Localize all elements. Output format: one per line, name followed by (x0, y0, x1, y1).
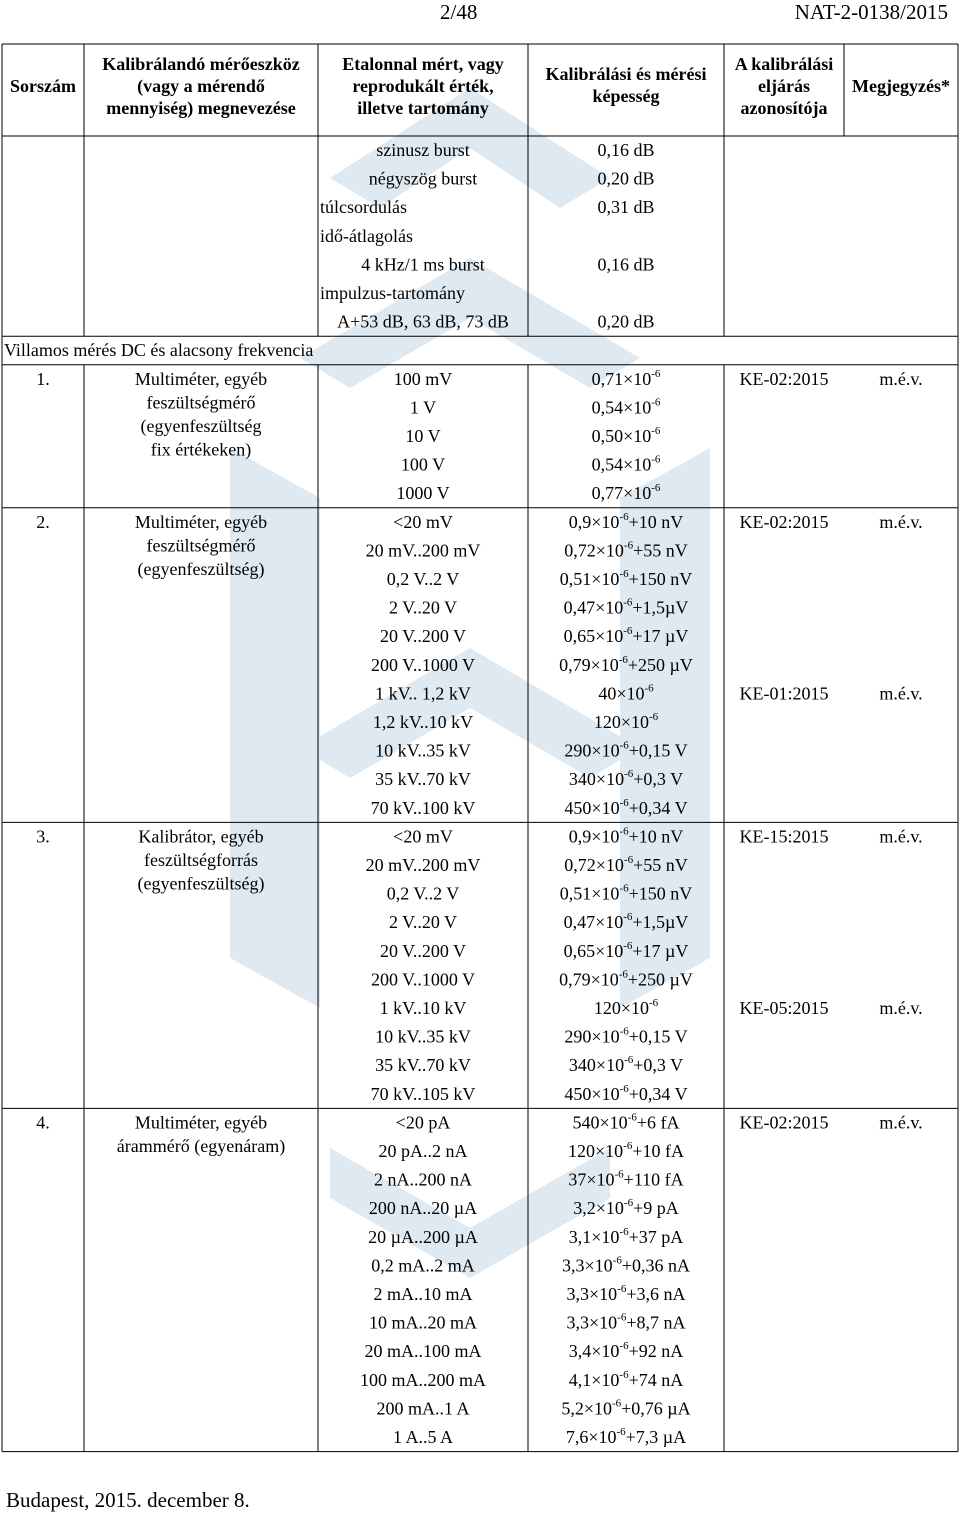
range-text: 20 µA..200 µA (368, 1226, 478, 1247)
range-text: 0,2 V..2 V (386, 569, 460, 589)
document-id: NAT-2-0138/2015 (794, 0, 948, 24)
range-text: <20 mV (393, 511, 453, 532)
instrument-name: feszültségforrás (144, 849, 258, 870)
capability-text: $0,47\times 10^{-6}+1,5\mu V$ (563, 596, 689, 618)
range-text: 1000 V (396, 483, 450, 504)
range-text: 100 mV (393, 368, 453, 389)
range-text: 35 kV..70 kV (375, 769, 471, 790)
capability-text: 0,20 dB (597, 168, 655, 189)
section-title: Villamos mérés DC és alacsony frekvencia (4, 340, 314, 361)
column-header: Megjegyzés* (852, 76, 950, 96)
row-number: 2. (36, 511, 50, 532)
capability-text: 0,16 dB (597, 140, 655, 160)
range-text: 2 mA..10 mA (373, 1284, 473, 1304)
range-text: 20 pA..2 nA (378, 1141, 468, 1161)
range-text: 2 V..20 V (388, 912, 458, 933)
range-text: 70 kV..100 kV (370, 797, 476, 818)
range-text: 100 V (400, 454, 446, 475)
procedure-id: KE-02:2015 (739, 368, 829, 389)
table-header (10, 54, 950, 119)
column-header: (vagy a mérendő (137, 76, 265, 96)
capability-text: $3,3\times 10^{-6}+0,36$ nA (562, 1254, 690, 1276)
range-text: 0,2 V..2 V (386, 883, 460, 904)
instrument-name: (egyenfeszültség) (137, 873, 265, 894)
procedure-id: KE-05:2015 (739, 998, 829, 1018)
footer-place-date: Budapest, 2015. december 8. (6, 1488, 250, 1512)
row-number: 1. (36, 368, 50, 389)
column-header: Etalonnal mért, vagy (342, 54, 504, 74)
capability-text: $3,3\times 10^{-6}+3,6$ nA (566, 1283, 686, 1304)
capability-text: $0,9\times 10^{-6}+10$ nV (568, 510, 684, 532)
capability-text: $3,2\times 10^{-6}+9$ pA (573, 1197, 679, 1219)
note-text: m.é.v. (879, 1112, 923, 1133)
capability-text: $0,47\times 10^{-6}+1,5\mu V$ (563, 911, 689, 933)
capability-text: $0,65\times 10^{-6}+17$ µV (563, 939, 689, 961)
range-text: 20 V..200 V (379, 940, 467, 961)
note-text: m.é.v. (879, 826, 923, 847)
note-text: m.é.v. (879, 511, 923, 532)
capability-text: $450\times 10^{-6}+0,34$ V (564, 796, 688, 818)
range-text: 20 mA..100 mA (364, 1341, 482, 1362)
column-header: Kalibrálandó mérőeszköz (102, 54, 300, 74)
row-number: 3. (36, 826, 50, 847)
capability-text: $0,77\times 10^{-6}$ (591, 482, 661, 504)
range-text: 2 nA..200 nA (374, 1169, 472, 1190)
capability-text: $340\times 10^{-6}+0,3$ V (568, 768, 684, 790)
capability-text: $0,51\times 10^{-6}+150$ nV (559, 568, 693, 589)
capability-text: $0,65\times 10^{-6}+17$ µV (563, 625, 689, 647)
instrument-name: árammérő (egyenáram) (116, 1135, 286, 1156)
procedure-id: KE-02:2015 (739, 511, 829, 532)
capability-text: $3,3\times 10^{-6}+8,7$ nA (566, 1311, 686, 1333)
range-text: 200 V..1000 V (370, 654, 476, 675)
instrument-name: feszültségmérő (146, 535, 256, 556)
capability-text: $4,1\times 10^{-6}+74$ nA (568, 1368, 684, 1390)
column-header: képesség (592, 86, 660, 106)
range-text: négyszög burst (368, 168, 478, 189)
instrument-name: Kalibrátor, egyéb (138, 826, 264, 847)
range-text: 100 mA..200 mA (360, 1369, 486, 1390)
capability-text: $5,2\times 10^{-6}+0,76$ µA (561, 1397, 691, 1419)
column-header: Kalibrálási és mérési (545, 64, 707, 84)
capability-text: $540\times 10^{-6}+6$ fA (572, 1111, 680, 1133)
procedure-id: KE-01:2015 (739, 683, 829, 704)
capability-text: $0,50\times 10^{-6}$ (591, 425, 661, 446)
range-text: 1 kV.. 1,2 kV (375, 683, 471, 704)
capability-text: $120\times 10^{-6}+10$ fA (568, 1140, 684, 1161)
calibration-table (0, 28, 960, 1488)
capability-text: $120\times 10^{-6}$ (593, 711, 659, 732)
range-text: <20 mV (393, 826, 453, 847)
range-text: <20 pA (395, 1112, 451, 1133)
capability-text: $0,72\times 10^{-6}+55$ nV (564, 854, 688, 875)
note-text: m.é.v. (879, 683, 923, 704)
instrument-name: Multiméter, egyéb (134, 368, 268, 389)
capability-text: $340\times 10^{-6}+0,3$ V (568, 1054, 684, 1076)
range-text: 10 mA..20 mA (369, 1312, 477, 1333)
capability-text: $450\times 10^{-6}+0,34$ V (564, 1082, 688, 1104)
capability-text: $0,51\times 10^{-6}+150$ nV (559, 882, 693, 904)
column-header: azonosítója (740, 98, 828, 118)
instrument-name: Multiméter, egyéb (134, 511, 268, 532)
capability-text: $290\times 10^{-6}+0,15$ V (564, 739, 688, 761)
range-text: 0,2 mA..2 mA (371, 1255, 475, 1276)
capability-text: $0,9\times 10^{-6}+10$ nV (568, 825, 684, 847)
range-text: 1 V (409, 397, 437, 418)
procedure-id: KE-15:2015 (739, 826, 829, 847)
column-header: mennyiség) megnevezése (106, 98, 296, 118)
range-text: 200 mA..1 A (376, 1398, 470, 1419)
range-text: 20 mV..200 mV (365, 540, 481, 561)
capability-text: $120\times 10^{-6}$ (593, 997, 659, 1018)
page-number: 2/48 (440, 0, 478, 24)
range-text: 1 kV..10 kV (379, 998, 467, 1018)
capability-text: 0,16 dB (597, 254, 655, 275)
range-text: 200 nA..20 µA (368, 1198, 478, 1219)
capability-text: 0,20 dB (597, 311, 655, 332)
capability-text: $0,79\times 10^{-6}+250$ µV (559, 968, 693, 990)
capability-text: 0,31 dB (597, 197, 655, 218)
instrument-name: (egyenfeszültség (140, 415, 262, 436)
capability-text: $3,1\times 10^{-6}+37$ pA (568, 1225, 684, 1247)
capability-text: $40\times 10^{-6}$ (598, 682, 654, 704)
range-text: 1 A..5 A (392, 1427, 454, 1447)
range-text: 2 V..20 V (388, 597, 458, 618)
range-text: 10 kV..35 kV (375, 740, 471, 761)
instrument-name: (egyenfeszültség) (137, 558, 265, 579)
instrument-name: fix értékeken) (150, 439, 252, 460)
range-text: A+53 dB, 63 dB, 73 dB (337, 311, 509, 332)
range-text: 1,2 kV..10 kV (372, 712, 474, 732)
capability-text: $0,72\times 10^{-6}+55$ nV (564, 539, 688, 561)
range-text: impulzus-tartomány (320, 283, 465, 303)
capability-text: $7,6\times 10^{-6}+7,3$ µA (565, 1426, 687, 1447)
range-text: 35 kV..70 kV (375, 1055, 471, 1076)
column-header: Sorszám (10, 76, 76, 96)
range-text: 70 kV..105 kV (370, 1083, 476, 1104)
column-header: eljárás (758, 76, 810, 96)
range-text: 20 mV..200 mV (365, 855, 481, 875)
capability-text: $0,79\times 10^{-6}+250$ µV (559, 653, 693, 675)
capability-text: $37\times 10^{-6}+110$ fA (568, 1168, 684, 1190)
capability-text: $3,4\times 10^{-6}+92$ nA (568, 1340, 684, 1362)
capability-text: $0,54\times 10^{-6}$ (591, 396, 661, 418)
capability-text: $0,71\times 10^{-6}$ (591, 367, 661, 389)
capability-text: $290\times 10^{-6}+0,15$ V (564, 1025, 688, 1047)
range-text: 4 kHz/1 ms burst (361, 254, 485, 275)
range-text: szinusz burst (376, 140, 470, 160)
instrument-name: feszültségmérő (146, 392, 256, 413)
note-text: m.é.v. (879, 998, 923, 1018)
row-number: 4. (36, 1112, 50, 1133)
range-text: 20 V..200 V (379, 626, 467, 647)
range-text: 10 kV..35 kV (375, 1026, 471, 1047)
range-text: 10 V (405, 426, 441, 446)
range-text: 200 V..1000 V (370, 969, 476, 990)
capability-text: $0,54\times 10^{-6}$ (591, 453, 661, 475)
range-text: túlcsordulás (320, 197, 407, 218)
procedure-id: KE-02:2015 (739, 1112, 829, 1133)
range-text: idő-átlagolás (320, 225, 413, 246)
note-text: m.é.v. (879, 368, 923, 389)
column-header: illetve tartomány (357, 98, 489, 118)
column-header: reprodukált érték, (352, 76, 494, 96)
instrument-name: Multiméter, egyéb (134, 1112, 268, 1133)
column-header: A kalibrálási (734, 54, 834, 74)
